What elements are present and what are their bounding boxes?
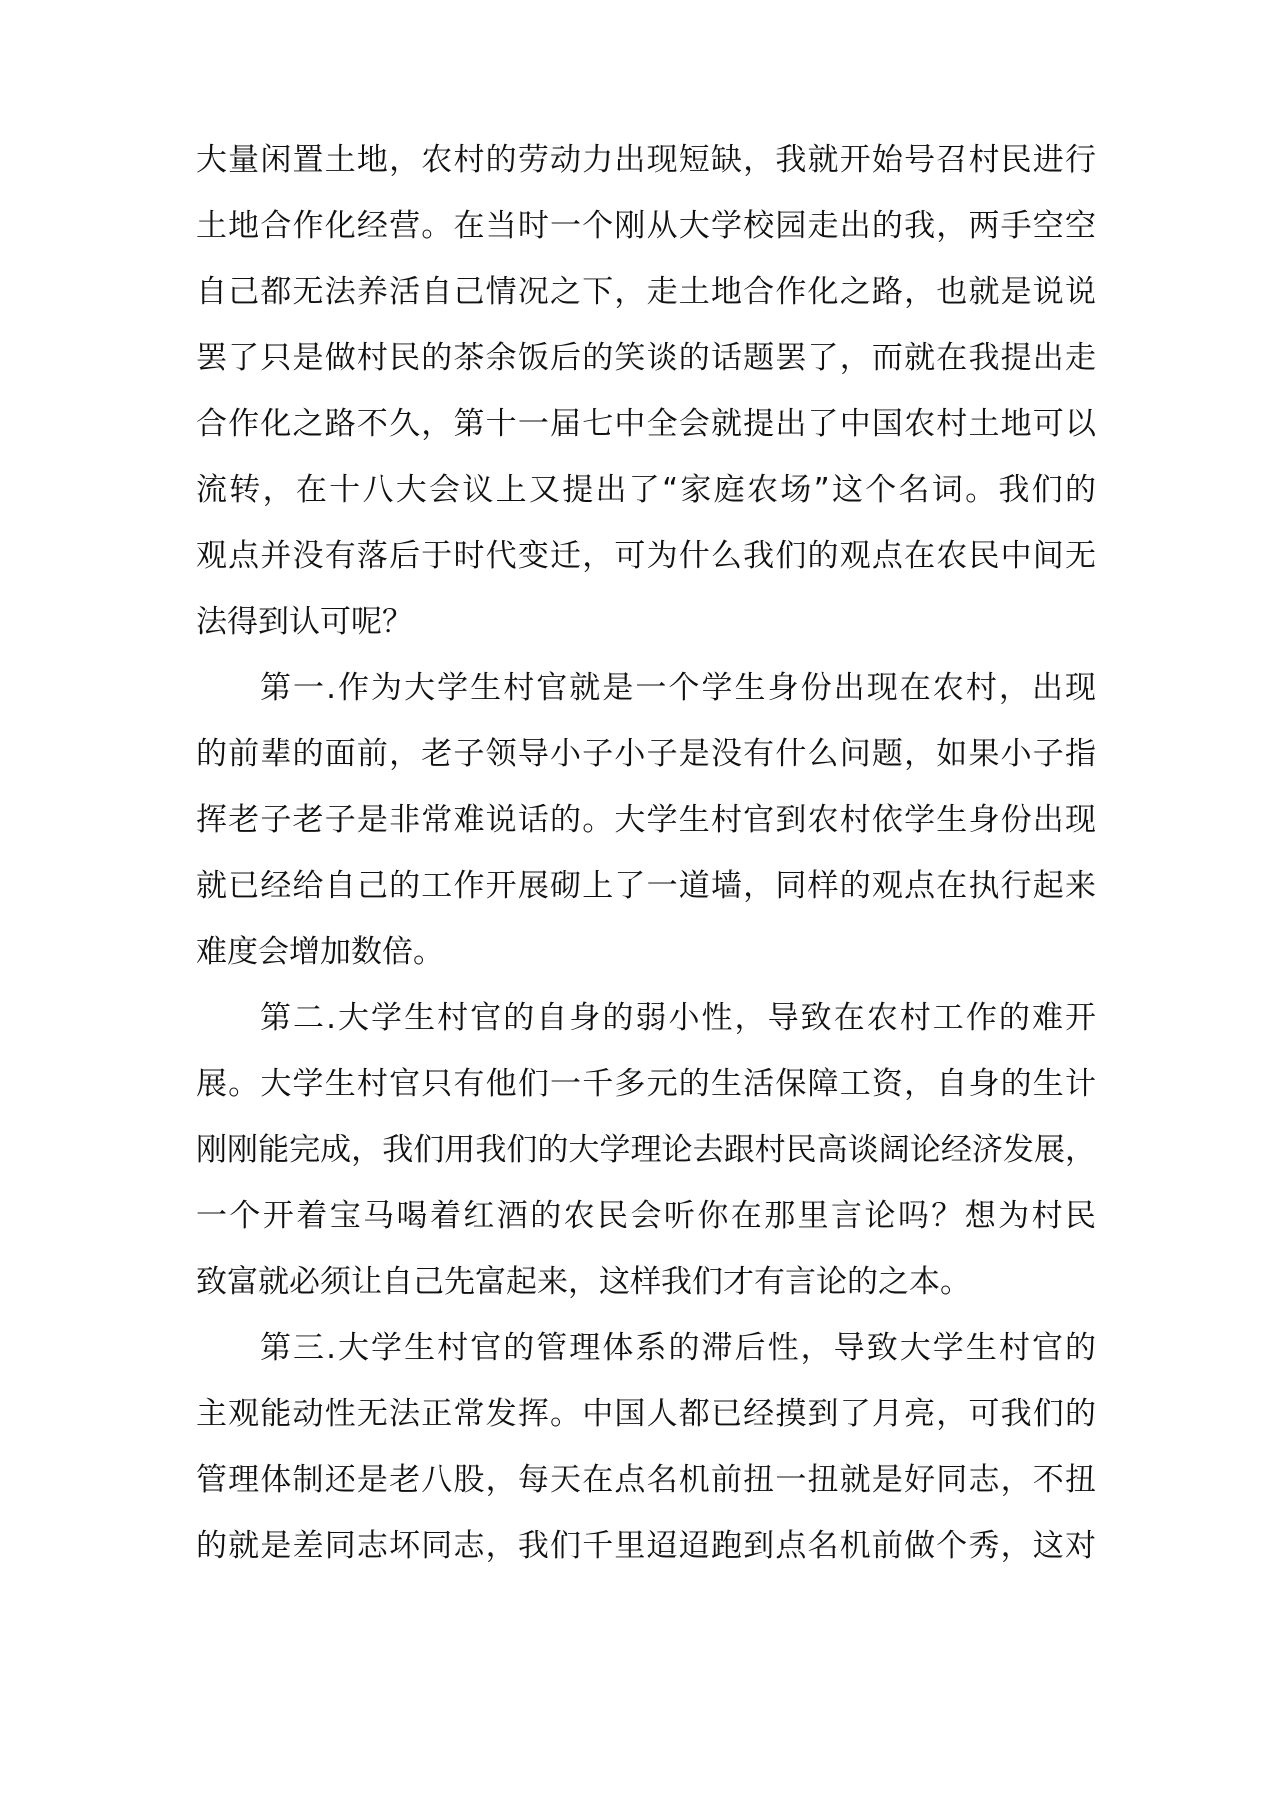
paragraph-first-line: 第二.大学生村官的自身的弱小性，导致在农村工作的难开: [260, 1000, 1096, 1036]
paragraph-first-line: 第一.作为大学生村官就是一个学生身份出现在农村，出现: [260, 670, 1096, 706]
text-line: 致富就必须让自己先富起来，这样我们才有言论的之本。: [196, 1264, 971, 1300]
text-line: 罢了只是做村民的茶余饭后的笑谈的话题罢了，而就在我提出走: [196, 340, 1096, 376]
text-line: 管理体制还是老八股，每天在点名机前扭一扭就是好同志，不扭: [196, 1462, 1096, 1498]
text-line: 挥老子老子是非常难说话的。大学生村官到农村依学生身份出现: [196, 802, 1096, 838]
text-line: 刚刚能完成，我们用我们的大学理论去跟村民高谈阔论经济发展，: [196, 1132, 1096, 1168]
text-line: 一个开着宝马喝着红酒的农民会听你在那里言论吗？想为村民: [196, 1198, 1096, 1234]
text-line: 法得到认可呢？: [196, 604, 413, 640]
text-line: 展。大学生村官只有他们一千多元的生活保障工资，自身的生计: [196, 1066, 1096, 1102]
text-line: 流转，在十八大会议上又提出了“家庭农场”这个名词。我们的: [196, 472, 1096, 508]
text-line: 大量闲置土地，农村的劳动力出现短缺，我就开始号召村民进行: [196, 142, 1096, 178]
text-line: 就已经给自己的工作开展砌上了一道墙，同样的观点在执行起来: [196, 868, 1096, 904]
text-line: 的前辈的面前，老子领导小子小子是没有什么问题，如果小子指: [196, 736, 1096, 772]
text-line: 自己都无法养活自己情况之下，走土地合作化之路，也就是说说: [196, 274, 1096, 310]
text-line: 难度会增加数倍。: [196, 934, 444, 970]
text-line: 的就是差同志坏同志，我们千里迢迢跑到点名机前做个秀，这对: [196, 1528, 1096, 1564]
text-line: 主观能动性无法正常发挥。中国人都已经摸到了月亮，可我们的: [196, 1396, 1096, 1432]
paragraph-first-line: 第三.大学生村官的管理体系的滞后性，导致大学生村官的: [260, 1330, 1096, 1366]
text-line: 土地合作化经营。在当时一个刚从大学校园走出的我，两手空空: [196, 208, 1096, 244]
text-line: 观点并没有落后于时代变迁，可为什么我们的观点在农民中间无: [196, 538, 1096, 574]
text-line: 合作化之路不久，第十一届七中全会就提出了中国农村土地可以: [196, 406, 1096, 442]
